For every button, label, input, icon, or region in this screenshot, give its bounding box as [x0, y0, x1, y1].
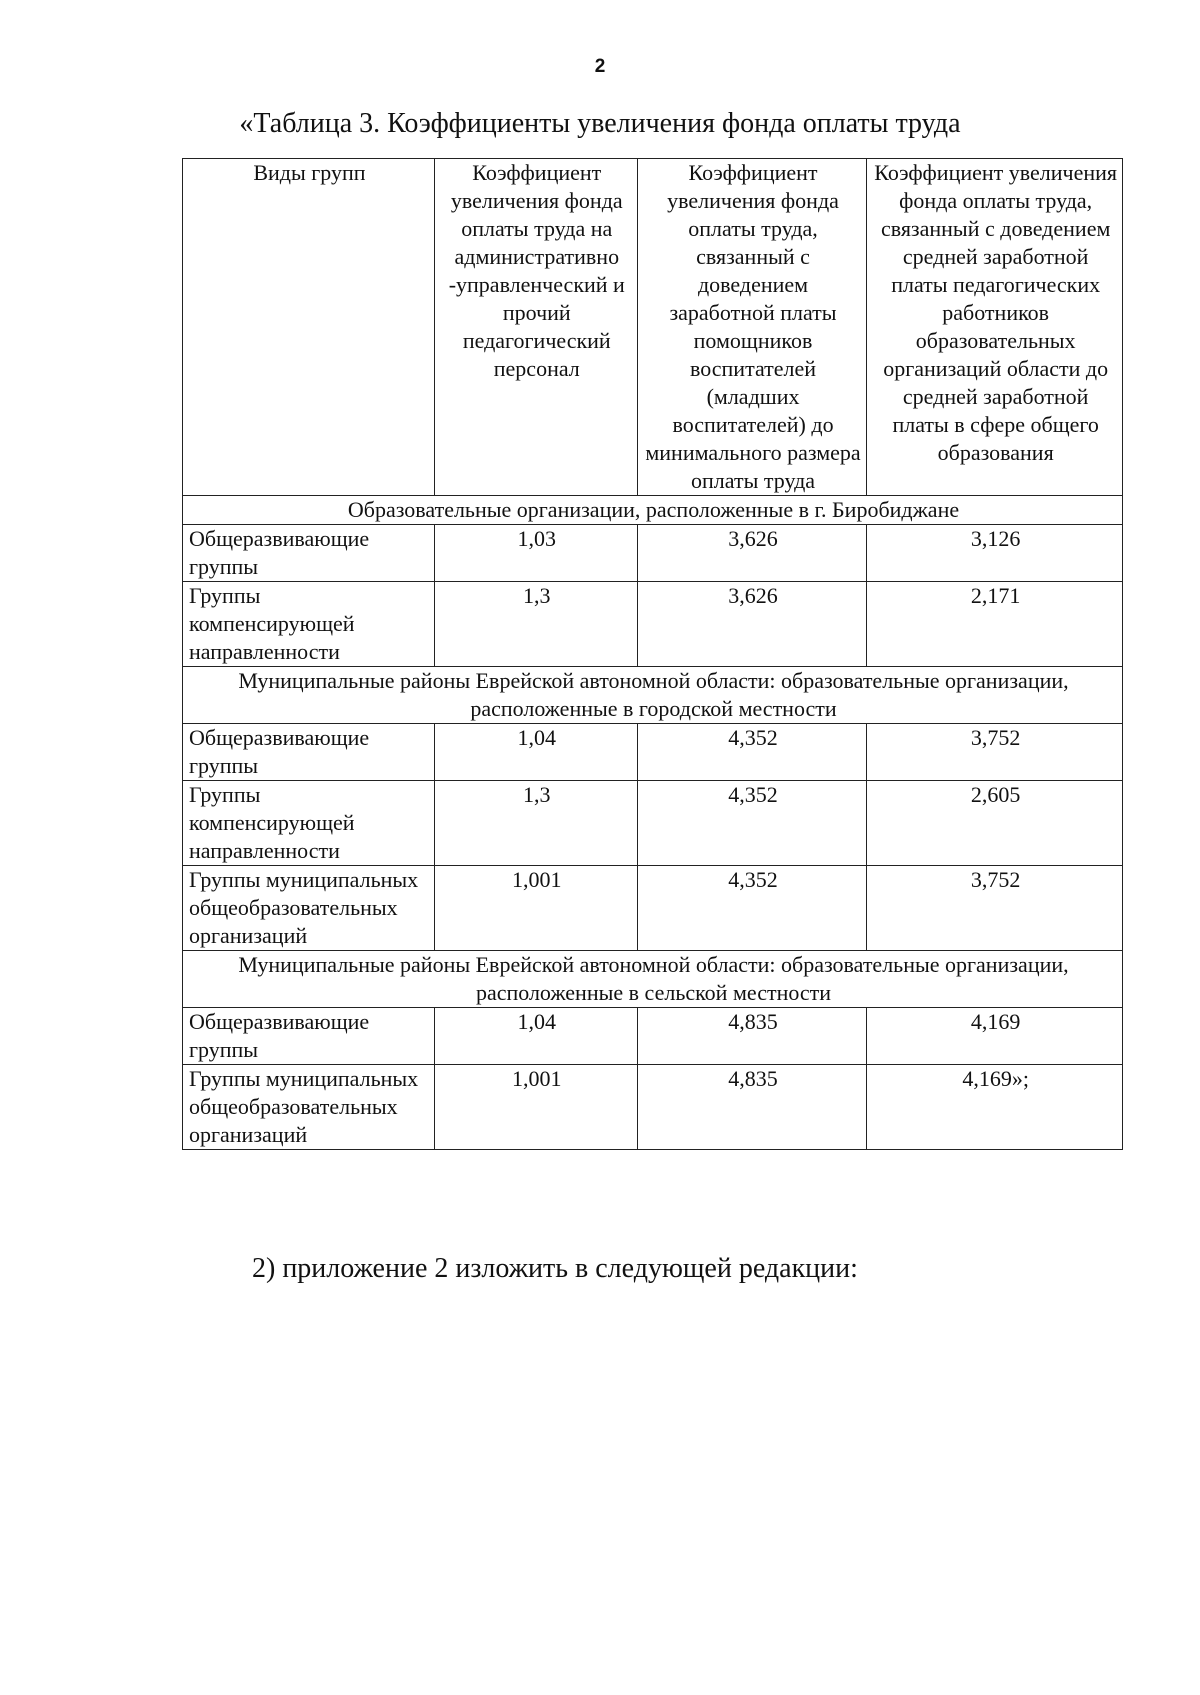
value-cell: 1,3	[434, 781, 637, 866]
value-cell: 1,001	[434, 1065, 637, 1150]
value-cell: 1,001	[434, 866, 637, 951]
section-title: Муниципальные районы Еврейской автономной области: образовательные организации, расположенные в городской местности	[183, 667, 1123, 724]
table-row	[183, 866, 1123, 951]
value-cell: 1,04	[434, 1008, 637, 1065]
value-cell: 4,169	[867, 1008, 1123, 1065]
page-number: 2	[594, 56, 606, 77]
group-name-cell: Группы компенсирующей направленности	[183, 781, 435, 866]
value-cell: 1,04	[434, 724, 637, 781]
table-row	[183, 781, 1123, 866]
value-cell: 4,352	[637, 781, 867, 866]
group-name-cell: Группы компенсирующей направленности	[183, 582, 435, 667]
header-teacher-coefficient: Коэффициент увеличения фонда оплаты труда, связанный с доведением средней заработной платы педагогических работников образовательных организаций области до средней заработной платы в сфере общего образования	[867, 159, 1123, 496]
section-row	[183, 951, 1123, 1008]
value-cell: 4,352	[637, 724, 867, 781]
value-cell: 1,03	[434, 525, 637, 582]
value-cell: 3,752	[867, 724, 1123, 781]
table-header-row	[183, 159, 1123, 496]
table-row	[183, 724, 1123, 781]
header-assistant-coefficient: Коэффициент увеличения фонда оплаты труда, связанный с доведением заработной платы помощников воспитателей (младших воспитателей) до минимального размера оплаты труда	[637, 159, 867, 496]
value-cell: 4,169»;	[867, 1065, 1123, 1150]
value-cell: 4,352	[637, 866, 867, 951]
value-cell: 2,605	[867, 781, 1123, 866]
value-cell: 3,752	[867, 866, 1123, 951]
table-row	[183, 525, 1123, 582]
group-name-cell: Общеразвивающие группы	[183, 724, 435, 781]
section-title: Образовательные организации, расположенные в г. Биробиджане	[183, 496, 1123, 525]
header-group-type: Виды групп	[183, 159, 435, 496]
coefficients-table	[182, 158, 1123, 1150]
table-row	[183, 582, 1123, 667]
group-name-cell: Группы муниципальных общеобразовательных организаций	[183, 866, 435, 951]
header-admin-coefficient: Коэффициент увеличения фонда оплаты труда на административно -управленческий и прочий педагогический персонал	[434, 159, 637, 496]
value-cell: 4,835	[637, 1008, 867, 1065]
table-row	[183, 1065, 1123, 1150]
value-cell: 3,626	[637, 525, 867, 582]
group-name-cell: Общеразвивающие группы	[183, 525, 435, 582]
value-cell: 2,171	[867, 582, 1123, 667]
section-title: Муниципальные районы Еврейской автономной области: образовательные организации, расположенные в сельской местности	[183, 951, 1123, 1008]
group-name-cell: Группы муниципальных общеобразовательных организаций	[183, 1065, 435, 1150]
value-cell: 3,126	[867, 525, 1123, 582]
amendment-text: 2) приложение 2 изложить в следующей редакции:	[252, 1253, 858, 1284]
value-cell: 4,835	[637, 1065, 867, 1150]
table-row	[183, 1008, 1123, 1065]
value-cell: 1,3	[434, 582, 637, 667]
group-name-cell: Общеразвивающие группы	[183, 1008, 435, 1065]
table-title: «Таблица 3. Коэффициенты увеличения фонда оплаты труда	[239, 108, 961, 139]
value-cell: 3,626	[637, 582, 867, 667]
section-row	[183, 496, 1123, 525]
section-row	[183, 667, 1123, 724]
